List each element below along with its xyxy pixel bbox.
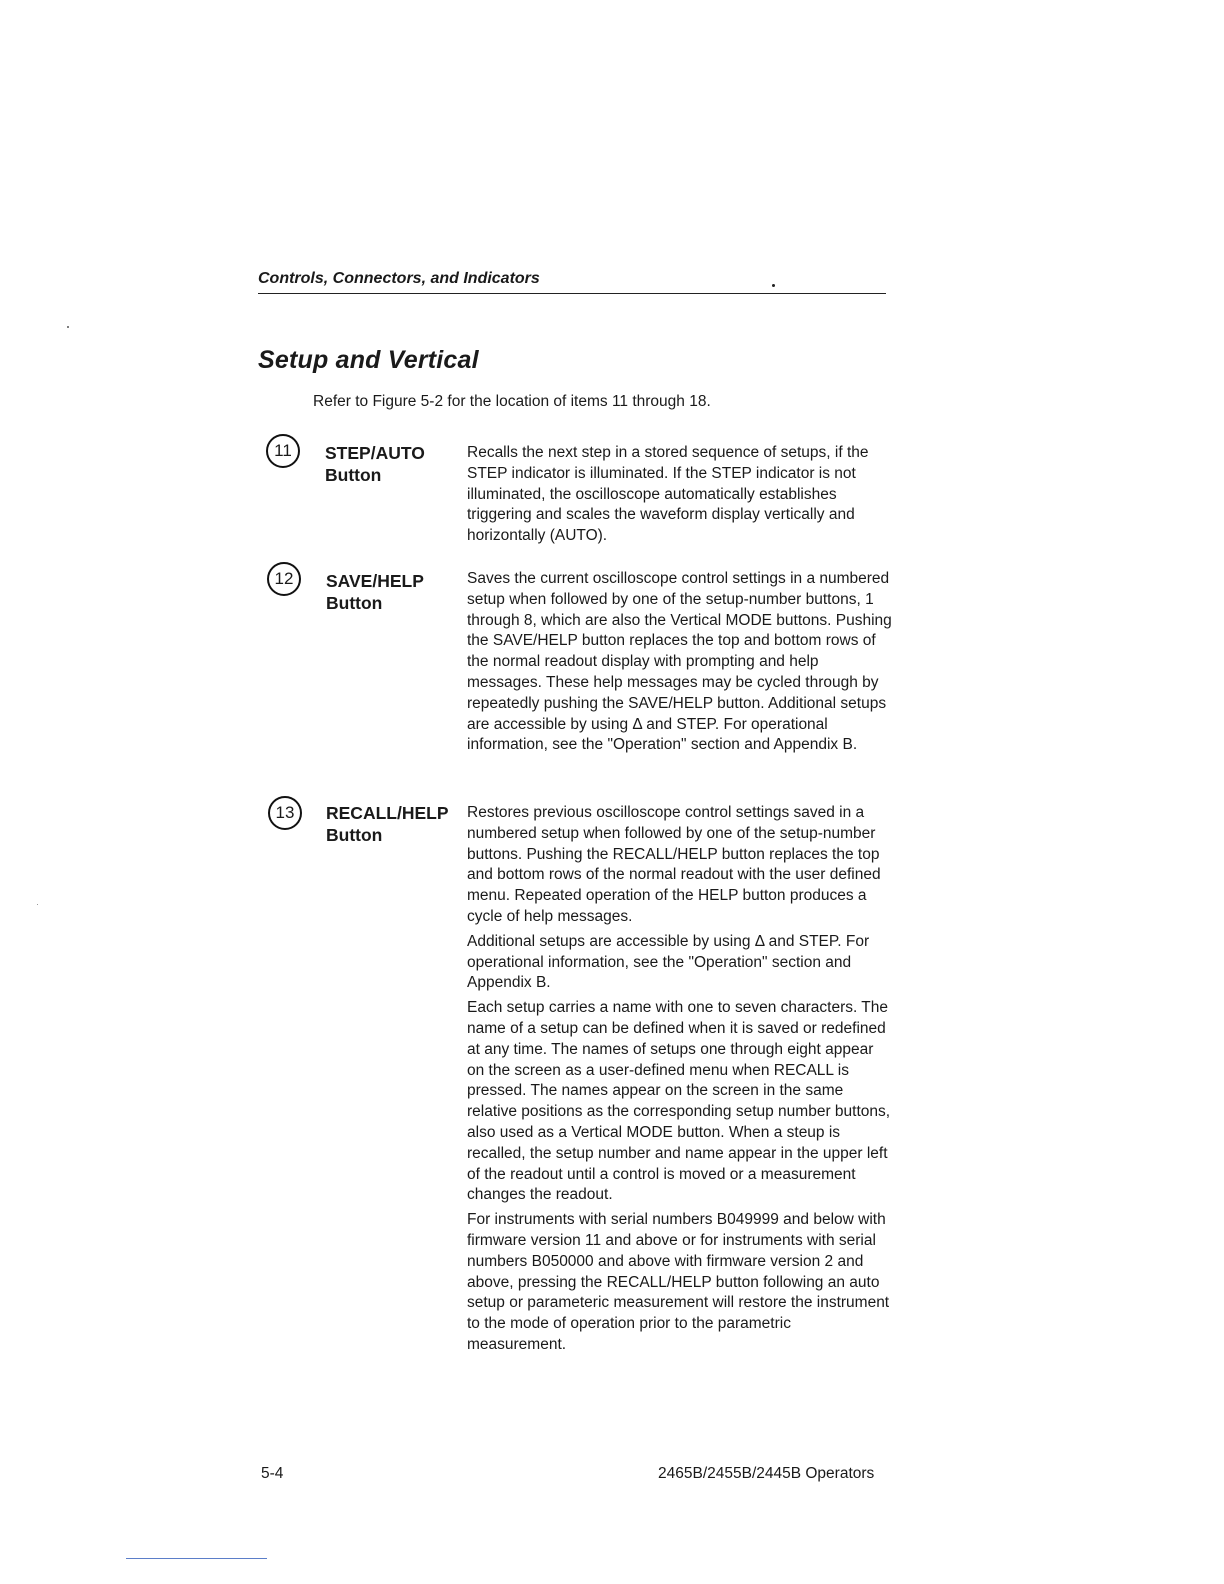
margin-mark [37,904,38,905]
header-dot [772,284,775,287]
item-name-line1: SAVE/HELP [326,571,424,591]
item-name [326,570,424,614]
item-name-line2: Button [326,593,383,613]
description-paragraph: Restores previous oscilloscope control settings saved in a numbered setup when followed by one of the setup-number buttons. Pushing the RECALL/HELP button replaces the top and bottom rows of the normal readout with the user defined menu. Repeated operation of the HELP button produces a cycle of help messages. [467,804,881,925]
description-paragraph: Additional setups are accessible by using Δ and STEP. For operational information, see the "Operation" section and Appendix B. [467,932,870,992]
running-head: Controls, Connectors, and Indicators [258,270,886,294]
item-name-line1: STEP/AUTO [325,443,425,463]
item-name-line2: Button [325,465,382,485]
footer-page-number: 5-4 [261,1465,284,1482]
item-description [467,803,893,1360]
item-name [326,802,449,846]
scan-edge-line [126,1558,267,1559]
description-paragraph: Recalls the next step in a stored sequence of setups, if the STEP indicator is illuminated. If the STEP indicator is not illuminated, the oscilloscope automatically establishes triggering and scales the waveform display vertically and horizontally (AUTO). [467,444,869,545]
item-name-line1: RECALL/HELP [326,803,449,823]
description-paragraph: For instruments with serial numbers B049999 and below with firmware version 11 and above or for instruments with serial numbers B050000 and above with firmware version 2 and above, pressing the RECALL/HELP button following an auto setup or parameteric measurement will restore the instrument to the mode of operation prior to the parametric measurement. [467,1211,890,1353]
item-name-line2: Button [326,825,383,845]
section-intro: Refer to Figure 5-2 for the location of items 11 through 18. [313,393,711,410]
item-number-badge: 11 [266,434,300,468]
item-description [467,443,893,551]
section-title: Setup and Vertical [258,346,479,374]
description-paragraph: Saves the current oscilloscope control settings in a numbered setup when followed by one of the setup-number buttons, 1 through 8, which are also the Vertical MODE buttons. Pushing the SAVE/HELP button replaces the top and bottom rows of the normal readout display with prompting and help messages. These help messages may be cycled through by repeatedly pushing the SAVE/HELP button. Additional setups are accessible by using Δ and STEP. For operational information, see the "Operation" section and Appendix B. [467,570,892,754]
margin-mark [67,326,69,328]
item-number-badge: 13 [268,796,302,830]
footer-manual-title: 2465B/2455B/2445B Operators [658,1465,875,1482]
item-name [325,442,425,486]
item-description [467,569,893,760]
item-number-badge: 12 [267,562,301,596]
description-paragraph: Each setup carries a name with one to seven characters. The name of a setup can be defined when it is saved or redefined at any time. The names of setups one through eight appear on the screen as a user-defined menu when RECALL is pressed. The names appear on the screen in the same relative positions as the corresponding setup number buttons, also used as a Vertical MODE button. When a steup is recalled, the setup number and name appear in the upper left of the readout until a control is moved or a measurement changes the readout. [467,999,891,1204]
